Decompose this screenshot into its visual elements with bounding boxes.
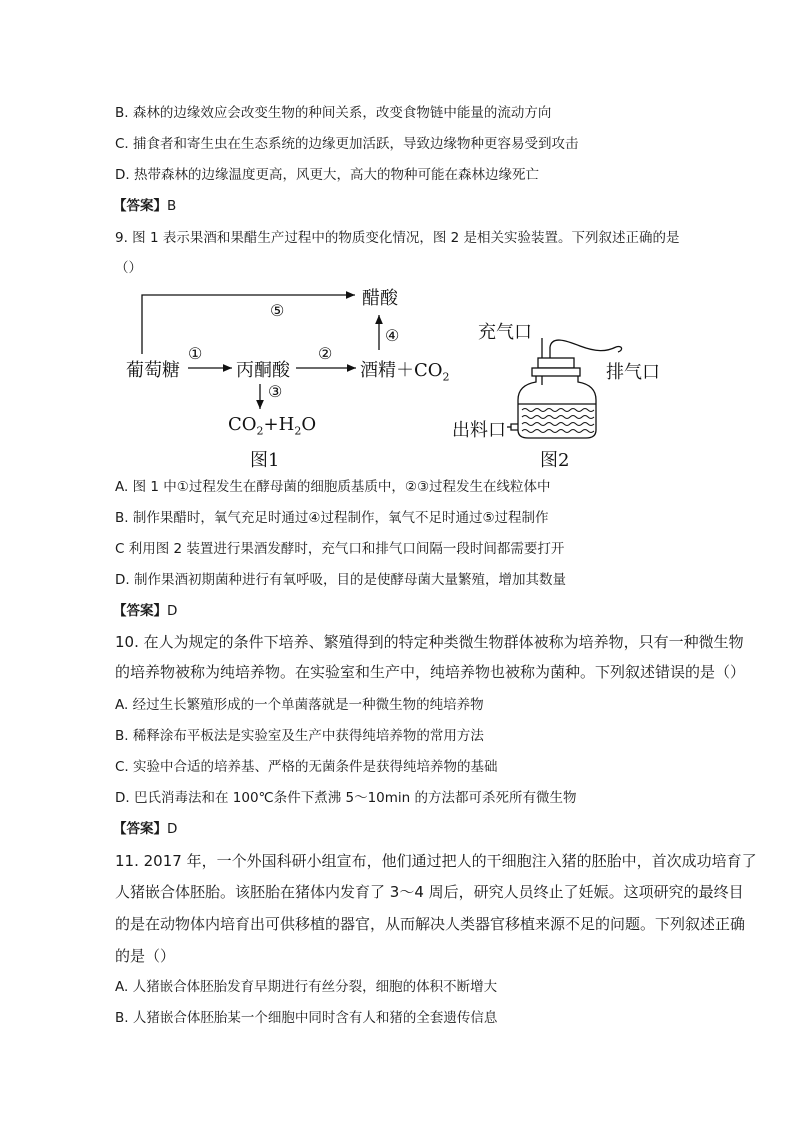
q9-option-b: B. 制作果醋时，氧气充足时通过④过程制作，氧气不足时通过⑤过程制作 — [115, 510, 549, 526]
q9-option-d: D. 制作果酒初期菌种进行有氧呼吸，目的是使酵母菌大量繁殖，增加其数量 — [115, 572, 566, 588]
figure1-caption: 图1 — [250, 450, 280, 471]
q11-option-a: A. 人猪嵌合体胚胎发育早期进行有丝分裂，细胞的体积不断增大 — [115, 979, 498, 995]
q9-option-c: C 利用图 2 装置进行果酒发酵时，充气口和排气口间隔一段时间都需要打开 — [115, 541, 565, 557]
outlet-label: 排气口 — [606, 362, 660, 383]
q10-answer — [113, 820, 177, 838]
glucose-label: 葡萄糖 — [126, 360, 180, 381]
q9-stem-line1: 9. 图 1 表示果酒和果醋生产过程中的物质变化情况，图 2 是相关实验装置。下列叙述正确的是 — [115, 230, 680, 246]
liquid-wave-pattern — [522, 409, 594, 433]
q10-stem-line2: 的培养物被称为纯培养物。在实验室和生产中，纯培养物也被称为菌种。下列叙述错误的是（） — [115, 663, 746, 681]
step-4-marker: ④ — [385, 326, 400, 345]
q11-stem-line1: 11. 2017 年，一个外国科研小组宣布，他们通过把人的干细胞注入猪的胚胎中，首次成功培育了 — [115, 852, 757, 870]
q8-option-d: D. 热带森林的边缘温度更高，风更大，高大的物种可能在森林边缘死亡 — [115, 167, 539, 183]
q11-stem-line2: 人猪嵌合体胚胎。该胚胎在猪体内发育了 3～4 周后，研究人员终止了妊娠。这项研究的最终目 — [115, 883, 744, 901]
q8-option-b: B. 森林的边缘效应会改变生物的种间关系，改变食物链中能量的流动方向 — [115, 105, 552, 121]
step-2-marker: ② — [318, 344, 333, 363]
answer-label: 【答案】 — [113, 603, 167, 619]
q9-stem-line2: （） — [115, 260, 142, 276]
q10-option-d: D. 巴氏消毒法和在 100℃条件下煮沸 5～10min 的方法都可杀死所有微生物 — [115, 790, 577, 806]
figure2-caption: 图2 — [540, 450, 570, 471]
answer-value: B — [167, 198, 177, 214]
answer-value: D — [167, 603, 178, 619]
q11-option-b: B. 人猪嵌合体胚胎某一个细胞中同时含有人和猪的全套遗传信息 — [115, 1010, 498, 1026]
step-1-marker: ① — [188, 344, 203, 363]
inlet-label: 充气口 — [478, 322, 532, 343]
q10-stem-line1: 10. 在人为规定的条件下培养、繁殖得到的特定种类微生物群体被称为培养物，只有一种微生物 — [115, 633, 744, 651]
pyruvate-label: 丙酮酸 — [236, 360, 290, 381]
step-5-marker: ⑤ — [270, 301, 285, 320]
answer-label: 【答案】 — [113, 198, 167, 214]
q9-option-a: A. 图 1 中①过程发生在酵母菌的细胞质基质中，②③过程发生在线粒体中 — [115, 479, 551, 495]
q8-option-c: C. 捕食者和寄生虫在生态系统的边缘更加活跃，导致边缘物种更容易受到攻击 — [115, 136, 579, 152]
q10-option-b: B. 稀释涂布平板法是实验室及生产中获得纯培养物的常用方法 — [115, 728, 484, 744]
answer-label: 【答案】 — [113, 821, 167, 837]
ethanol-co2-label: 酒精$+CO_2$ — [360, 360, 450, 384]
q10-option-a: A. 经过生长繁殖形成的一个单菌落就是一种微生物的纯培养物 — [115, 697, 484, 713]
q10-option-c: C. 实验中合适的培养基、严格的无菌条件是获得纯培养物的基础 — [115, 759, 498, 775]
acetic-acid-label: 醋酸 — [362, 288, 398, 309]
step-3-marker: ③ — [268, 382, 283, 401]
q11-stem-line3: 的是在动物体内培育出可供移植的器官，从而解决人类器官移植来源不足的问题。下列叙述正确 — [115, 915, 746, 933]
q9-answer — [113, 602, 177, 620]
discharge-label: 出料口 — [452, 420, 506, 441]
co2-h2o-label: $CO_2+H_2O$ — [228, 414, 317, 438]
q11-stem-line4: 的是（） — [115, 947, 176, 965]
answer-value: D — [167, 821, 178, 837]
